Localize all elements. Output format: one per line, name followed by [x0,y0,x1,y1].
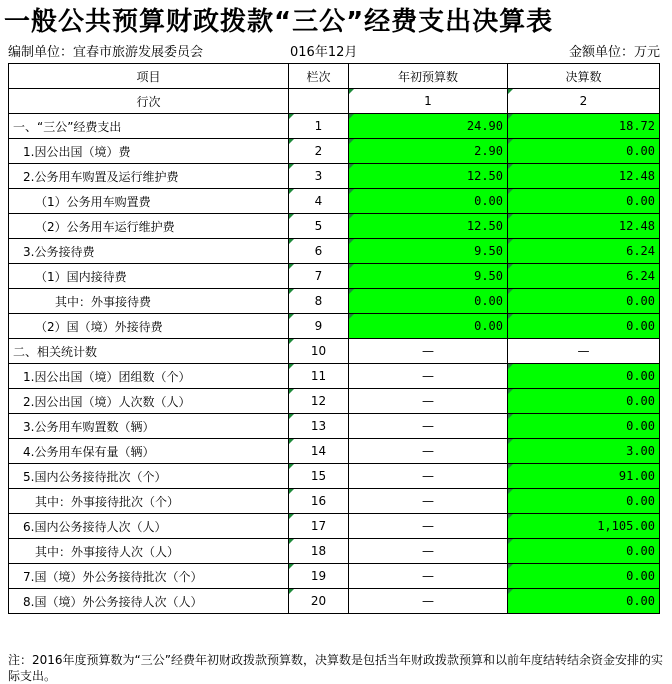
header-row [9,64,660,89]
row-col[interactable]: 5 [289,214,349,239]
row-final[interactable]: — [508,339,660,364]
header-budget[interactable]: 年初预算数 [349,64,508,89]
row-budget[interactable]: — [349,464,508,489]
row-budget[interactable]: 0.00 [349,189,508,214]
row-item[interactable]: 8.国（境）外公务接待人次（人） [9,589,289,614]
row-item[interactable]: 5.国内公务接待批次（个） [9,464,289,489]
row-final[interactable]: 0.00 [508,189,660,214]
table-row [9,414,660,439]
row-item[interactable]: 3.公务接待费 [9,239,289,264]
row-final[interactable]: 0.00 [508,389,660,414]
row-col[interactable]: 11 [289,364,349,389]
row-final[interactable]: 12.48 [508,214,660,239]
table-row [9,114,660,139]
table-row [9,539,660,564]
row-budget[interactable]: — [349,339,508,364]
unit-info-row [8,44,664,62]
row-col[interactable]: 3 [289,164,349,189]
amount-unit: 金额单位：万元 [568,45,660,60]
row-final[interactable]: 0.00 [508,289,660,314]
row-item[interactable]: （2）公务用车运行维护费 [9,214,289,239]
row-item[interactable]: 其中：外事接待费 [9,289,289,314]
row-budget[interactable]: 9.50 [349,264,508,289]
row-final[interactable]: 0.00 [508,414,660,439]
row-col[interactable]: 8 [289,289,349,314]
row-final[interactable]: 18.72 [508,114,660,139]
row-final[interactable]: 0.00 [508,539,660,564]
row-item[interactable]: 3.公务用车购置数（辆） [9,414,289,439]
row-budget[interactable]: — [349,414,508,439]
row-col[interactable]: 2 [289,139,349,164]
row-col[interactable]: 6 [289,239,349,264]
row-final[interactable]: 3.00 [508,439,660,464]
row-budget[interactable]: 24.90 [349,114,508,139]
table-row [9,214,660,239]
table-row [9,164,660,189]
row-col[interactable]: 7 [289,264,349,289]
row-col[interactable]: 15 [289,464,349,489]
row-item[interactable]: 6.国内公务接待人次（人） [9,514,289,539]
row-budget[interactable]: — [349,564,508,589]
row-col[interactable]: 9 [289,314,349,339]
row-budget[interactable]: — [349,589,508,614]
expense-table [8,63,660,614]
row-item[interactable]: （1）公务用车购置费 [9,189,289,214]
row-final[interactable]: 0.00 [508,314,660,339]
table-row [9,564,660,589]
row-final[interactable]: 0.00 [508,364,660,389]
table-row [9,139,660,164]
row-budget[interactable]: — [349,489,508,514]
row-col[interactable]: 20 [289,589,349,614]
row-item[interactable]: 二、相关统计数 [9,339,289,364]
row-final[interactable]: 6.24 [508,264,660,289]
row-final[interactable]: 6.24 [508,239,660,264]
row-item[interactable]: 2.公务用车购置及运行维护费 [9,164,289,189]
row-budget[interactable]: 12.50 [349,164,508,189]
row-item[interactable]: 其中：外事接待批次（个） [9,489,289,514]
row-budget[interactable]: 12.50 [349,214,508,239]
report-date: 016年12月 [290,45,358,60]
row-item[interactable]: 2.因公出国（境）人次数（人） [9,389,289,414]
row-item[interactable]: （2）国（境）外接待费 [9,314,289,339]
row-item[interactable]: （1）国内接待费 [9,264,289,289]
row-col[interactable]: 18 [289,539,349,564]
row-col[interactable]: 16 [289,489,349,514]
table-row [9,264,660,289]
table-row [9,464,660,489]
page-title: 一般公共预算财政拨款“三公”经费支出决算表 [4,7,554,37]
subheader-budget[interactable]: 1 [349,89,508,114]
table-row [9,189,660,214]
row-budget[interactable]: 9.50 [349,239,508,264]
row-budget[interactable]: — [349,514,508,539]
row-col[interactable]: 12 [289,389,349,414]
row-col[interactable]: 10 [289,339,349,364]
subheader-col[interactable] [289,89,349,114]
row-col[interactable]: 13 [289,414,349,439]
row-final[interactable]: 12.48 [508,164,660,189]
table-row [9,364,660,389]
table-row [9,339,660,364]
row-final[interactable]: 0.00 [508,489,660,514]
row-item[interactable]: 其中：外事接待人次（人） [9,539,289,564]
row-col[interactable]: 19 [289,564,349,589]
subheader-row [9,89,660,114]
subheader-final[interactable]: 2 [508,89,660,114]
row-item[interactable]: 4.公务用车保有量（辆） [9,439,289,464]
row-col[interactable]: 17 [289,514,349,539]
row-final[interactable]: 1,105.00 [508,514,660,539]
row-item[interactable]: 一、“三公”经费支出 [9,114,289,139]
row-budget[interactable]: 0.00 [349,289,508,314]
row-col[interactable]: 4 [289,189,349,214]
table-row [9,239,660,264]
header-item[interactable]: 项目 [9,64,289,89]
table-row [9,439,660,464]
subheader-item[interactable]: 行次 [9,89,289,114]
footnote: 注：2016年度预算数为“三公”经费年初财政拨款预算数，决算数是包括当年财政拨款预算和以前年度结转结余资金安排的实际支出。 [8,653,663,683]
row-budget[interactable]: 0.00 [349,314,508,339]
row-item[interactable]: 1.因公出国（境）费 [9,139,289,164]
row-col[interactable]: 14 [289,439,349,464]
header-final[interactable]: 决算数 [508,64,660,89]
row-item[interactable]: 1.因公出国（境）团组数（个） [9,364,289,389]
table-row [9,589,660,614]
header-col[interactable]: 栏次 [289,64,349,89]
row-col[interactable]: 1 [289,114,349,139]
row-final[interactable]: 0.00 [508,589,660,614]
row-budget[interactable]: — [349,539,508,564]
row-budget[interactable]: — [349,439,508,464]
table-row [9,389,660,414]
reporting-unit: 编制单位：宜春市旅游发展委员会 [8,45,204,60]
row-item[interactable]: 7.国（境）外公务接待批次（个） [9,564,289,589]
row-final[interactable]: 0.00 [508,139,660,164]
row-budget[interactable]: — [349,364,508,389]
table-row [9,289,660,314]
table-row [9,489,660,514]
table-row [9,314,660,339]
row-budget[interactable]: 2.90 [349,139,508,164]
row-final[interactable]: 0.00 [508,564,660,589]
row-budget[interactable]: — [349,389,508,414]
row-final[interactable]: 91.00 [508,464,660,489]
table-row [9,514,660,539]
